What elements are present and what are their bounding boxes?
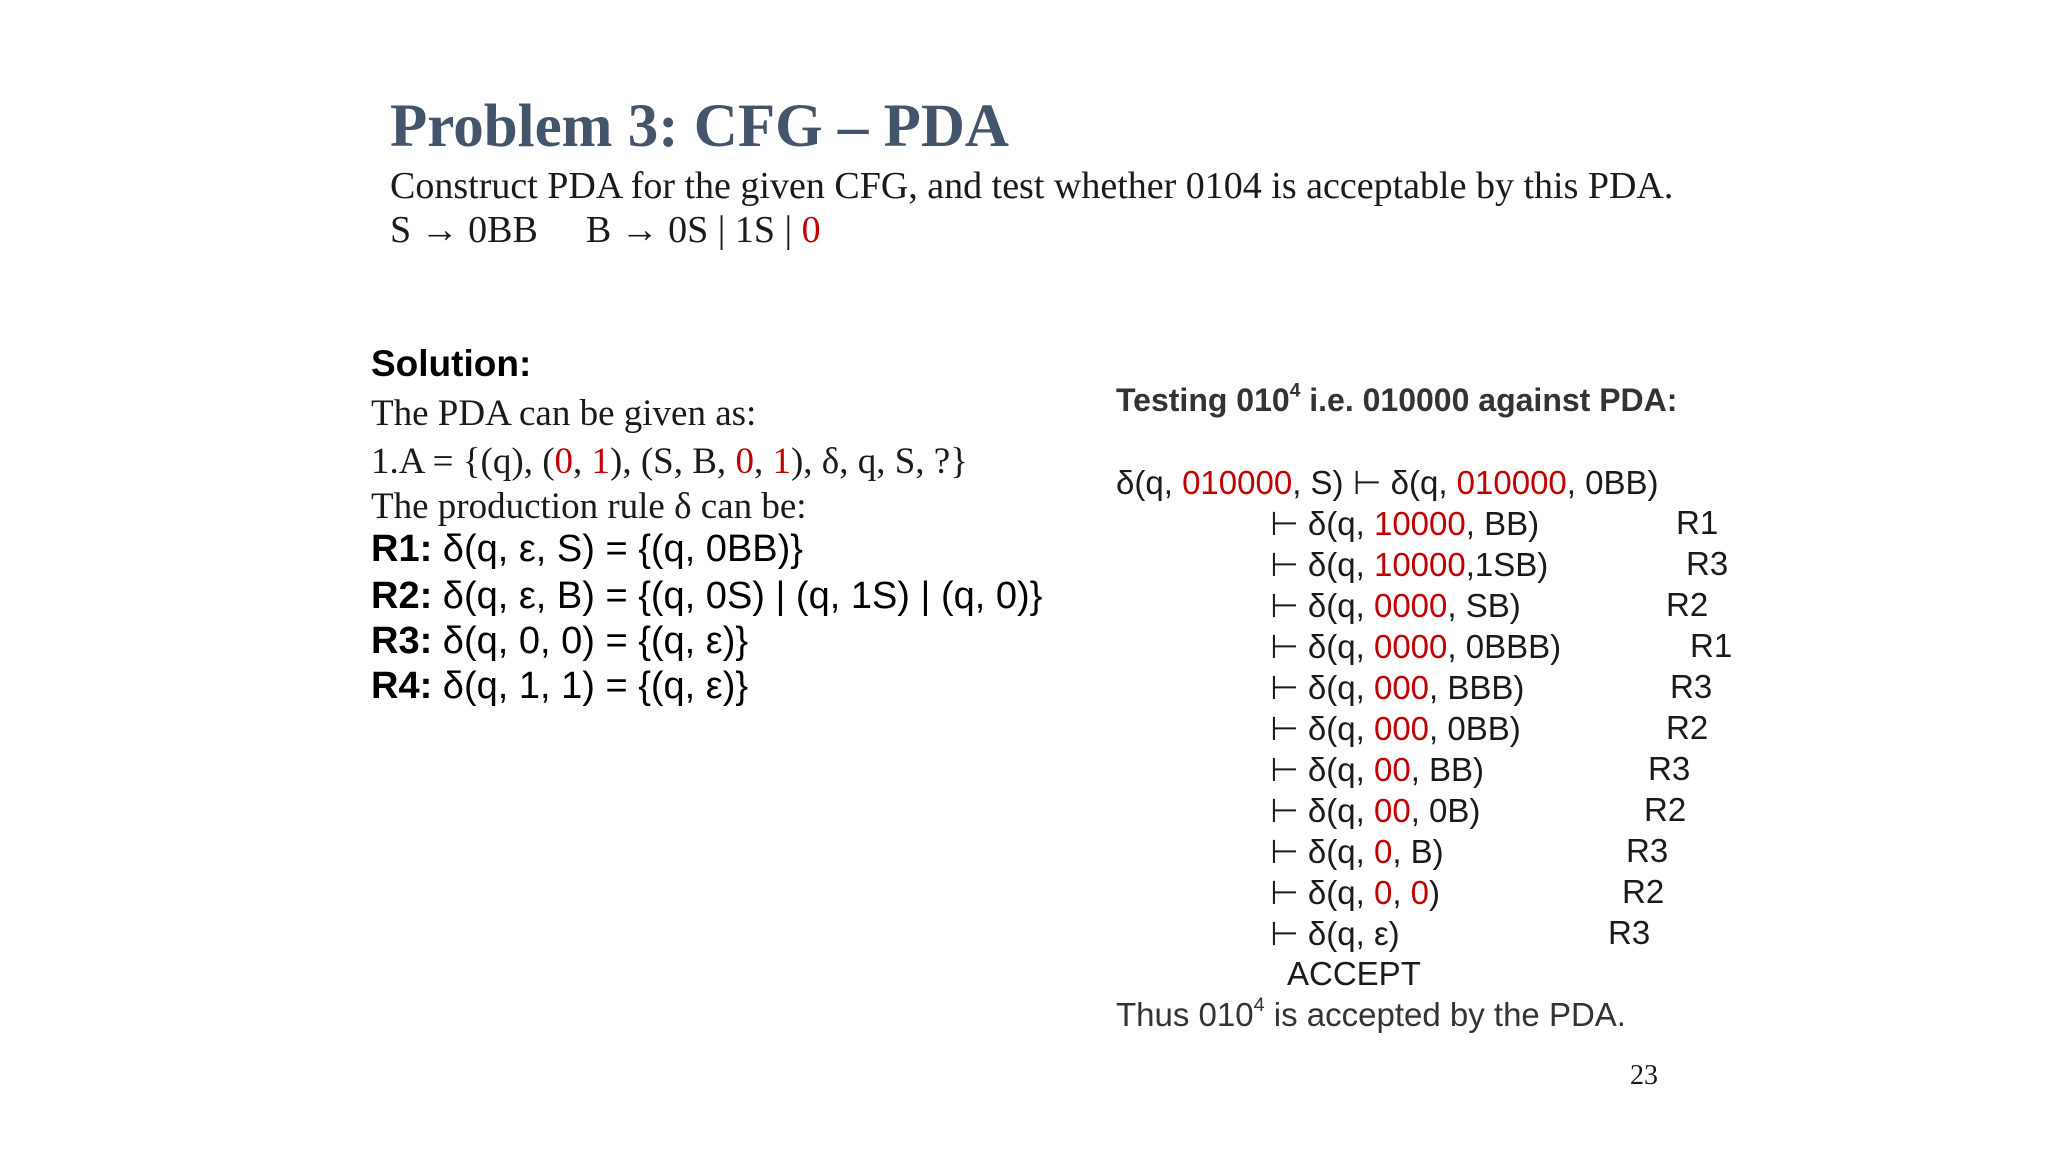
derivation-remaining-input: 000 (1373, 669, 1430, 706)
derivation-text: ⊢ δ(q, (1270, 587, 1374, 624)
derivation-text: ⊢ δ(q, (1270, 710, 1374, 747)
derivation-text: ⊢ δ(q, (1270, 874, 1374, 911)
derivation-text: ⊢ δ(q, (1270, 792, 1374, 829)
derivation-input: 010000 (1182, 464, 1293, 501)
rule-label: R3: (371, 620, 433, 662)
derivation-input: 010000 (1456, 464, 1567, 501)
derivation-text: ⊢ δ(q, ε) (1270, 915, 1400, 952)
derivation-remaining-input: 0 (1373, 833, 1393, 870)
pda-def-part: ), δ, q, S, ?} (790, 441, 968, 482)
derivation-rule-label: R3 (1626, 832, 1669, 869)
derivation-step (1270, 832, 1444, 871)
conclusion-exponent: 4 (1253, 994, 1265, 1017)
derivation-stack: , 0BB) (1429, 710, 1521, 747)
derivation-first-line (1116, 463, 1658, 502)
derivation-rule-label: R2 (1644, 791, 1687, 828)
derivation-text: , S) ⊢ δ(q, (1292, 464, 1457, 501)
testing-heading (1116, 382, 1677, 419)
grammar-b-rule: B → 0S | 1S | (585, 209, 802, 251)
derivation-stack: ,1SB) (1465, 546, 1549, 583)
derivation-stack: , BB) (1465, 505, 1540, 542)
pda-def-part: , (753, 441, 773, 482)
derivation-stack: , SB) (1447, 587, 1521, 624)
derivation-text: ⊢ δ(q, (1270, 505, 1374, 542)
testing-heading-text: i.e. 010000 against PDA: (1300, 382, 1678, 418)
slide-title: Problem 3: CFG – PDA (390, 93, 1009, 160)
production-rule-r1 (371, 528, 803, 571)
solution-heading: Solution: (371, 343, 532, 384)
pda-def-input-symbol: 1 (591, 441, 611, 482)
page-number: 23 (1630, 1060, 1658, 1091)
pda-definition (371, 440, 968, 483)
derivation-text: ⊢ δ(q, (1270, 546, 1374, 583)
derivation-rule-label: R1 (1676, 504, 1719, 541)
derivation-step (1270, 668, 1524, 707)
derivation-step (1270, 627, 1561, 666)
derivation-remaining-input: 0 (1373, 874, 1393, 911)
rule-label: R4: (371, 665, 433, 707)
derivation-rule-label: R3 (1686, 545, 1729, 582)
derivation-text: ⊢ δ(q, (1270, 751, 1374, 788)
rule-text: δ(q, ε, S) = {(q, 0BB)} (432, 528, 803, 570)
derivation-step (1270, 709, 1521, 748)
pda-def-stack-symbol: 0 (735, 441, 754, 482)
derivation-remaining-input: 10000 (1373, 546, 1466, 583)
accept-label: ACCEPT (1287, 955, 1421, 992)
derivation-rule-label: R2 (1666, 586, 1709, 623)
derivation-text: δ(q, (1116, 464, 1183, 501)
derivation-rule-label: R3 (1670, 668, 1713, 705)
derivation-remaining-input: 10000 (1373, 505, 1466, 542)
derivation-remaining-input: 000 (1373, 710, 1430, 747)
derivation-text: , 0BB) (1566, 464, 1659, 501)
derivation-step (1270, 791, 1480, 830)
problem-statement: Construct PDA for the given CFG, and test whether 0104 is acceptable by this PDA. (390, 165, 1674, 207)
rule-text: δ(q, 1, 1) = {(q, ε)} (432, 665, 749, 707)
rule-label: R1: (371, 528, 433, 570)
derivation-rule-label: R3 (1608, 914, 1651, 951)
rule-label: R2: (371, 575, 433, 617)
grammar-s-rule: S → 0BB (390, 209, 538, 251)
pda-def-stack-symbol: 1 (772, 441, 791, 482)
derivation-stack: , 0B) (1410, 792, 1481, 829)
derivation-step (1270, 545, 1548, 584)
derivation-stack-symbol: 0 (1410, 874, 1430, 911)
derivation-stack: , 0BBB) (1447, 628, 1562, 665)
derivation-stack: , BBB) (1429, 669, 1525, 706)
rule-text: δ(q, ε, B) = {(q, 0S) | (q, 1S) | (q, 0)} (432, 575, 1043, 617)
derivation-text: ⊢ δ(q, (1270, 833, 1374, 870)
pda-def-part: ), (S, B, (610, 441, 736, 482)
derivation-text: ) (1429, 874, 1441, 911)
production-rule-r2 (371, 575, 1042, 618)
grammar-rules (390, 208, 821, 252)
derivation-step (1270, 873, 1440, 912)
derivation-rule-label: R3 (1648, 750, 1691, 787)
derivation-step (1270, 586, 1521, 625)
derivation-stack: , (1392, 874, 1411, 911)
derivation-text: ⊢ δ(q, (1270, 669, 1374, 706)
solution-line-3: The production rule δ can be: (371, 486, 807, 527)
derivation-step (1270, 750, 1484, 789)
production-rule-r4 (371, 665, 748, 708)
testing-heading-text: Testing 010 (1116, 382, 1290, 418)
derivation-remaining-input: 00 (1373, 751, 1411, 788)
derivation-rule-label: R1 (1690, 627, 1733, 664)
derivation-remaining-input: 00 (1373, 792, 1411, 829)
derivation-remaining-input: 0000 (1373, 628, 1448, 665)
derivation-stack: , B) (1392, 833, 1444, 870)
derivation-step (1270, 504, 1539, 543)
conclusion-text: is accepted by the PDA. (1264, 996, 1626, 1033)
pda-def-input-symbol: 0 (554, 441, 574, 482)
derivation-remaining-input: 0000 (1373, 587, 1448, 624)
conclusion (1116, 996, 1626, 1034)
solution-line-1: The PDA can be given as: (371, 393, 757, 434)
testing-heading-exponent: 4 (1289, 380, 1301, 402)
rule-text: δ(q, 0, 0) = {(q, ε)} (432, 620, 749, 662)
derivation-rule-label: R2 (1622, 873, 1665, 910)
derivation-rule-label: R2 (1666, 709, 1709, 746)
derivation-stack: , BB) (1410, 751, 1485, 788)
derivation-step (1270, 914, 1400, 953)
derivation-text: ⊢ δ(q, (1270, 628, 1374, 665)
production-rule-r3 (371, 620, 748, 663)
pda-def-part: , (573, 441, 592, 482)
pda-def-part: 1.A = {(q), ( (371, 441, 555, 482)
conclusion-text: Thus 010 (1116, 996, 1254, 1033)
grammar-b-rule-terminal: 0 (801, 209, 821, 251)
